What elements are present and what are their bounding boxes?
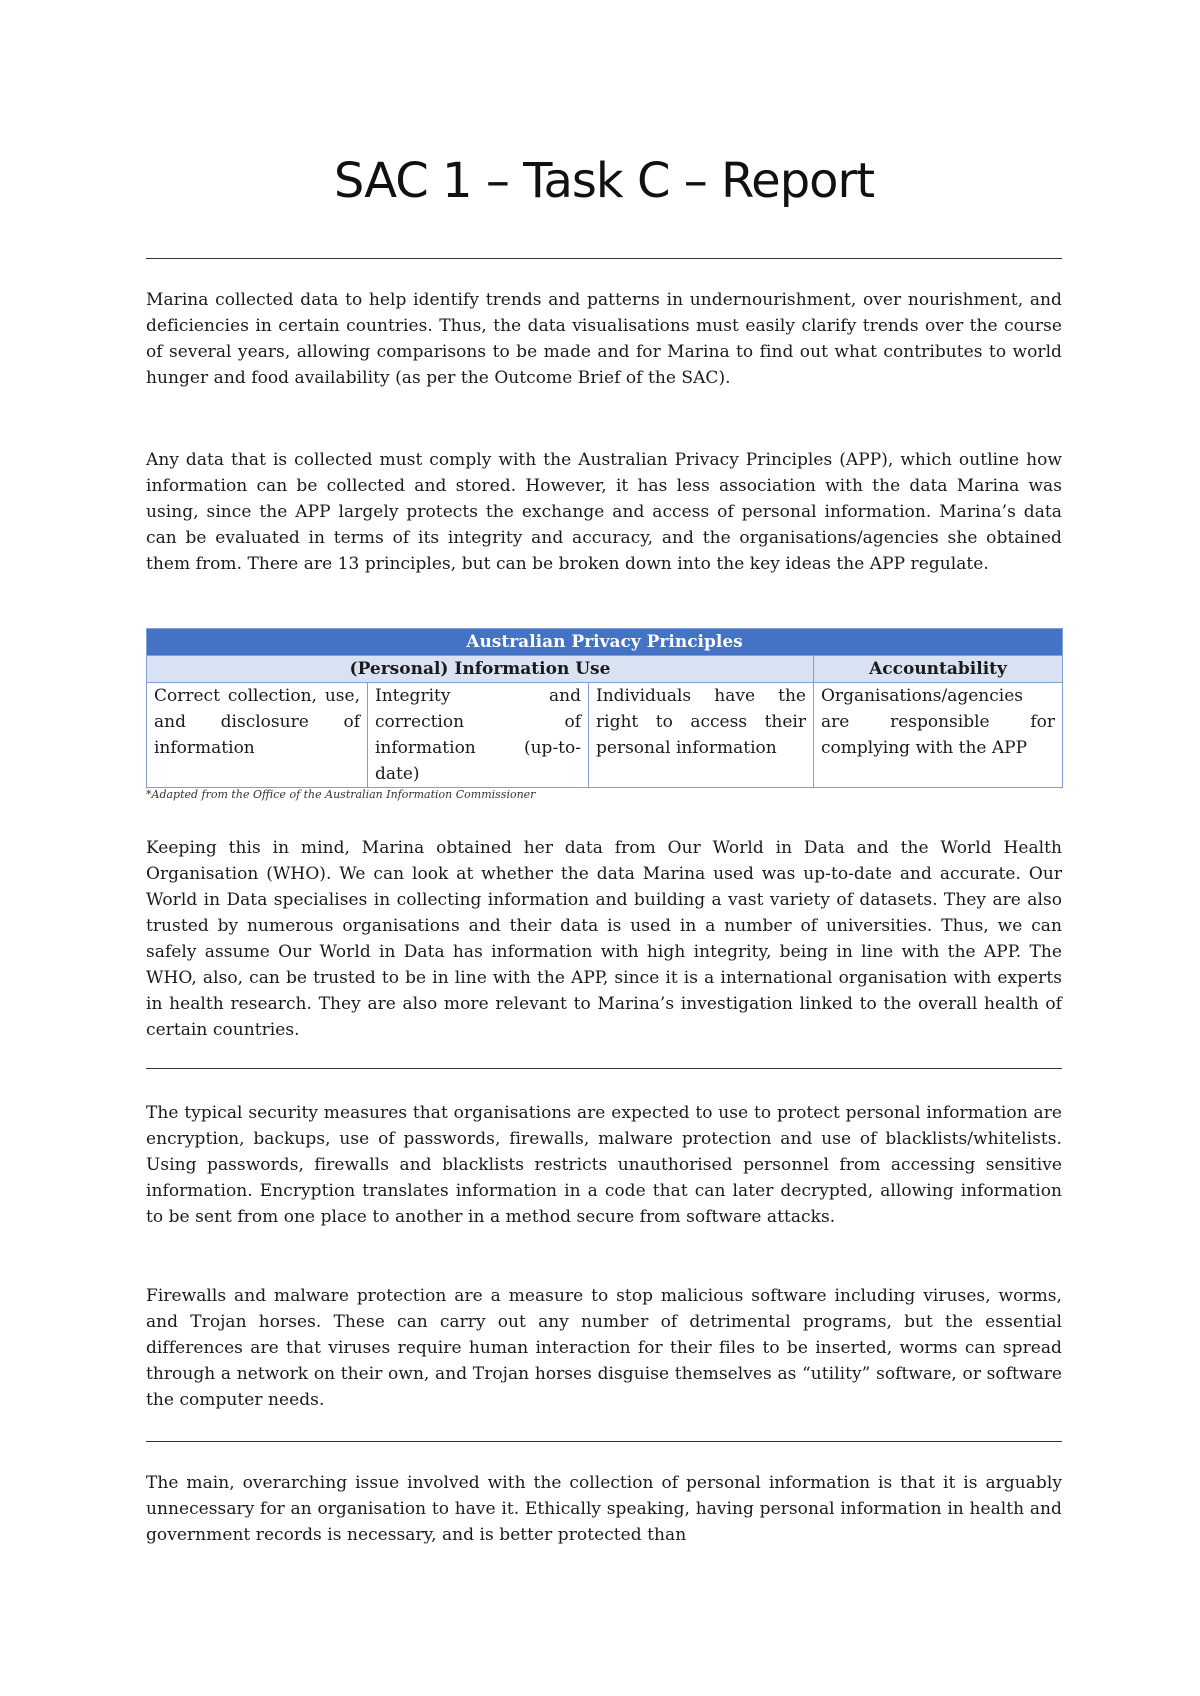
paragraph-privacy-principles: Any data that is collected must comply with the Australian Privacy Principles (APP), which outline how information can be collected and stored. However, it has less association with the data Marina was using, since the APP largely protects the exchange and access of personal information. Marina’s data can be evaluated in terms of its integrity and accuracy, and the organisations/agencies she obtained them from. There are 13 principles, but can be broken down into the key ideas the APP regulate. — [146, 450, 1062, 574]
table-cell: Integrity and correction of information (up-to-date) — [368, 683, 589, 788]
table-group-accountability: Accountability — [814, 656, 1063, 683]
horizontal-rule — [146, 1068, 1062, 1069]
horizontal-rule — [146, 258, 1062, 259]
table-group-information-use: (Personal) Information Use — [147, 656, 814, 683]
table-title: Australian Privacy Principles — [147, 629, 1063, 656]
report-title: SAC 1 – Task C – Report — [333, 153, 875, 209]
paragraph-purpose: Marina collected data to help identify trends and patterns in undernourishment, over nourishment, and deficiencies in certain countries. Thus, the data visualisations must easily clarify trends over the course of several years, allowing comparisons to be made and for Marina to find out what contributes to world hunger and food availability (as per the Outcome Brief of the SAC). — [146, 290, 1062, 388]
paragraph-ethics: The main, overarching issue involved with the collection of personal information is that it is arguably unnecessary for an organisation to have it. Ethically speaking, having personal information in health and government records is necessary, and is better protected than — [146, 1473, 1062, 1545]
privacy-principles-table — [146, 628, 1063, 788]
table-cell: Individuals have the right to access their personal information — [589, 683, 814, 788]
table-cell: Organisations/agencies are responsible for complying with the APP — [814, 683, 1063, 788]
table-cell: Correct collection, use, and disclosure of information — [147, 683, 368, 788]
horizontal-rule — [146, 1441, 1062, 1442]
paragraph-data-sources: Keeping this in mind, Marina obtained her data from Our World in Data and the World Health Organisation (WHO). We can look at whether the data Marina used was up-to-date and accurate. Our World in Data specialises in collecting information and building a vast variety of datasets. They are also trusted by numerous organisations and their data is used in a number of universities. Thus, we can safely assume Our World in Data has information with high integrity, being in line with the APP. The WHO, also, can be trusted to be in line with the APP, since it is a international organisation with experts in health research. They are also more relevant to Marina’s investigation linked to the overall health of certain countries. — [146, 838, 1062, 1040]
table-caption: *Adapted from the Office of the Australian Information Commissioner — [146, 788, 536, 801]
paragraph-malware: Firewalls and malware protection are a measure to stop malicious software including viruses, worms, and Trojan horses. These can carry out any number of detrimental programs, but the essential differences are that viruses require human interaction for their files to be inserted, worms can spread through a network on their own, and Trojan horses disguise themselves as “utility” software, or software the computer needs. — [146, 1286, 1062, 1410]
paragraph-security-measures: The typical security measures that organisations are expected to use to protect personal information are encryption, backups, use of passwords, firewalls, malware protection and use of blacklists/whitelists. Using passwords, firewalls and blacklists restricts unauthorised personnel from accessing sensitive information. Encryption translates information in a code that can later decrypted, allowing information to be sent from one place to another in a method secure from software attacks. — [146, 1103, 1062, 1227]
